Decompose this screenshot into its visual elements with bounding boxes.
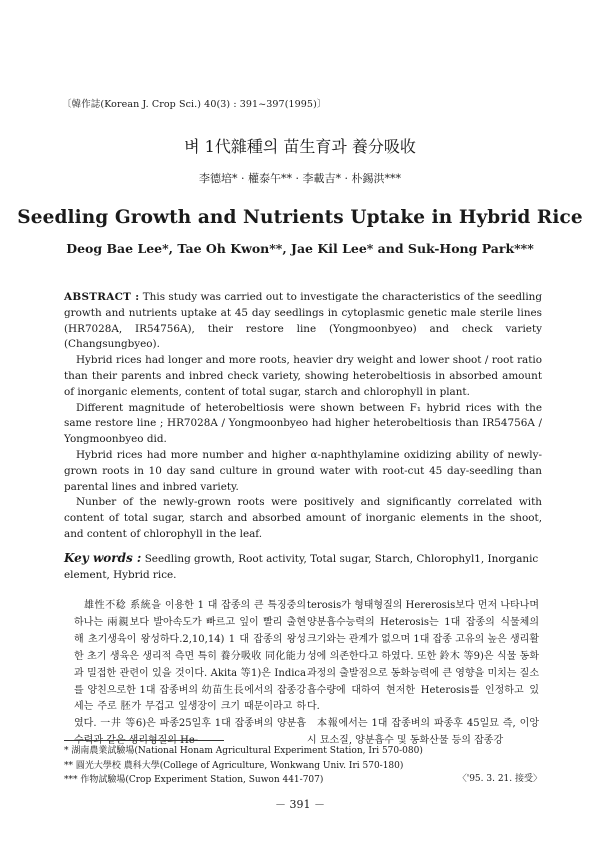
keywords xyxy=(64,551,542,583)
english-authors: Deog Bae Lee*, Tae Oh Kwon**, Jae Kil Lee* and Suk-Hong Park*** xyxy=(66,241,534,256)
abstract-label: ABSTRACT : xyxy=(64,291,140,303)
journal-reference: 〔韓作誌(Korean J. Crop Sci.) 40(3) : 391~397(1995)〕 xyxy=(62,99,327,110)
footnotes xyxy=(64,744,542,788)
abstract-text-1: This study was carried out to investigate the characteristics of the seedling growth and nutrients uptake at 45 day seedlings in cytoplasmic genetic male sterile lines (HR7028A, IR54756A), their restore line (Yongmoonbyeo) and check variety (Changsungbyeo). xyxy=(64,291,542,351)
abstract-paragraph-3: Different magnitude of heterobeltiosis were shown between F₁ hybrid rices with the same restore line ; HR7028A / Yongmoonbyeo had higher heterobeltiosis than IR54756A / Yongmoonbyeo did. xyxy=(64,401,542,446)
footnote-affiliation-1: * 湖南農業試驗場(National Honam Agricultural Experiment Station, Iri 570-080) xyxy=(64,746,423,756)
body-paragraph: terosis가 형태형질의 Hererosis보다 먼저 나타나며 양분흡수능력의 Heterosis는 1대 잡종의 식물체의 크기와는 관계가 없으며 1대 잡종 고유의 높은 생리활성에 의존한다고 하였다. 또한 鈴木 等9)은 식물 동화과정의 출발점으로 동화능력에 큰 영향을 미치는 질소흡수량에 대하여 현저한 Heterosis를 인정하고 있다. xyxy=(307,600,539,713)
korean-authors: 李德培* · 權泰午** · 李載吉* · 朴錫洪*** xyxy=(199,172,401,185)
abstract-paragraph-5: Nunber of the newly-grown roots were positively and significantly correlated with content of total sugar, starch and absorbed amount of inorganic elements in the shoot, and content of chlorophyll in the leaf. xyxy=(64,496,542,540)
body-paragraph: 本報에서는 1대 잡종벼의 파종후 45일묘 즉, 이앙시 묘소질, 양분흡수 및 동화산물 등의 잡종강 xyxy=(307,718,539,747)
abstract xyxy=(64,290,542,543)
page-number: － 391 － xyxy=(275,798,325,811)
keywords-label: Key words : xyxy=(64,551,142,565)
footnote-affiliation-2: ** 圓光大學校 農科大學(College of Agriculture, Wonkwang Univ. Iri 570-180) xyxy=(64,760,404,771)
body-paragraph: 雄性不稔 系統을 이용한 1 대 잡종의 큰 특징중의 하나는 兩親보다 발아속도가 빠르고 잎이 빨리 출현해 초기생육이 왕성하다.2,10,14) 1 대 잡종의 왕성한 초기 생육은 생리적 측면 특히 養分吸收 同化能力과 밀접한 관련이 있을 것이다. Akita 等1)은 Indica를 양친으로한 1대 잡종벼의 幼苗生長에서의 잡종강세는 주로 胚가 무겁고 잎생장이 크기 때문이라고 하였다. 一井 等6)은 파종25일후 1대 잡종벼의 양분흡수력과 같은 생리형질의 He- xyxy=(74,600,306,747)
body-column-right xyxy=(307,598,539,750)
abstract-paragraph-4: Hybrid rices had more number and higher α-naphthylamine oxidizing ability of newly-grown roots in 10 day sand culture in ground water with root-cut 45 day-seedling than parental lines and inbred variety. xyxy=(64,448,542,493)
received-date: 〈'95. 3. 21. 接受〉 xyxy=(457,774,542,784)
abstract-paragraph-1 xyxy=(64,290,542,353)
footnote-affiliation-3: *** 作物試驗場(Crop Experiment Station, Suwon 441-707) xyxy=(64,775,324,785)
footnote-divider xyxy=(64,740,224,741)
keywords-text: Seedling growth, Root activity, Total sugar, Starch, Chlorophyl1, Inorganic element, Hybrid rice. xyxy=(64,553,539,581)
english-title: Seedling Growth and Nutrients Uptake in Hybrid Rice xyxy=(17,207,583,228)
body-column-left xyxy=(74,598,306,750)
korean-title: 벼 1代雜種의 苗生育과 養分吸收 xyxy=(184,137,416,156)
abstract-paragraph-2: Hybrid rices had longer and more roots, heavier dry weight and lower shoot / root ratio than their parents and inbred check variety, showing heterobeltiosis in absorbed amount of inorganic elements, content of total sugar, starch and chlorophyll in plant. xyxy=(64,354,542,398)
